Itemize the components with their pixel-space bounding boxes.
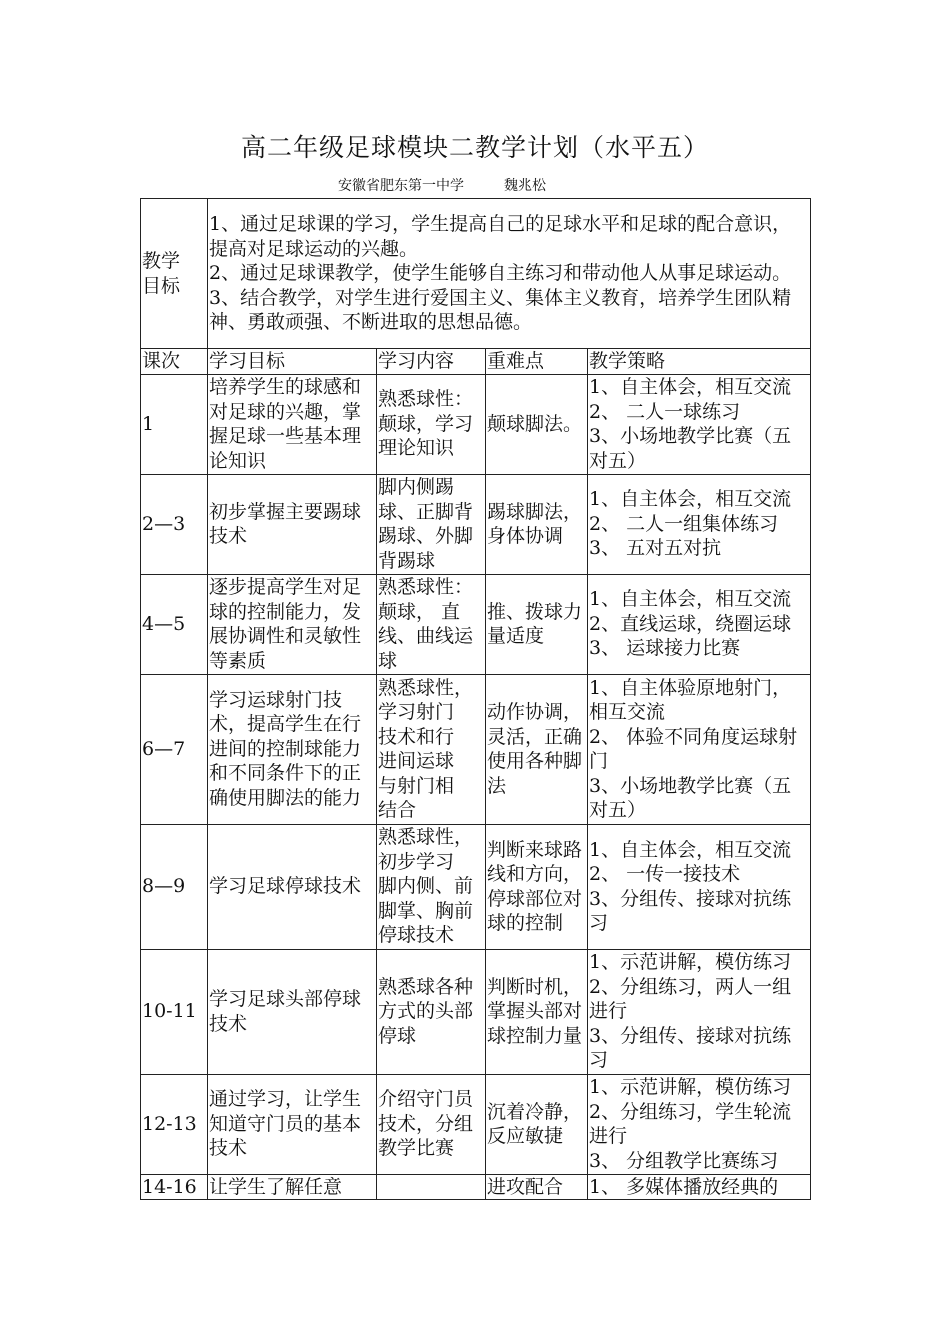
session-cell: 1	[141, 374, 208, 474]
table-row	[141, 1074, 811, 1174]
key-points-cell: 进攻配合	[486, 1174, 588, 1200]
table-row	[141, 674, 811, 824]
goal-cell: 学习足球停球技术	[208, 824, 377, 949]
goal-cell: 学习运球射门技术，提高学生在行进间的控制球能力和不同条件下的正确使用脚法的能力	[208, 674, 377, 824]
header-strategy: 教学策略	[588, 349, 811, 375]
key-points-cell: 判断时机，掌握头部对球控制力量	[486, 949, 588, 1074]
content-cell: 熟悉球性， 学习射门 技术和行 进间运球 与射门相 结合	[377, 674, 486, 824]
strategy-cell: 1、自主体会，相互交流 2、 二人一组集体练习 3、 五对五对抗	[588, 474, 811, 574]
table-row	[141, 949, 811, 1074]
session-cell: 10-11	[141, 949, 208, 1074]
table-row	[141, 1174, 811, 1200]
goal-cell: 让学生了解任意	[208, 1174, 377, 1200]
session-cell: 4—5	[141, 574, 208, 674]
strategy-cell: 1、自主体验原地射门，相互交流 2、 体验不同角度运球射门 3、小场地教学比赛（五对五）	[588, 674, 811, 824]
session-cell: 14-16	[141, 1174, 208, 1200]
key-points-cell: 沉着冷静，反应敏捷	[486, 1074, 588, 1174]
strategy-cell: 1、 多媒体播放经典的	[588, 1174, 811, 1200]
header-key-points: 重难点	[486, 349, 588, 375]
content-cell	[377, 1174, 486, 1200]
content-cell: 熟悉球各种方式的头部停球	[377, 949, 486, 1074]
strategy-cell: 1、自主体会，相互交流 2、直线运球，绕圈运球 3、 运球接力比赛	[588, 574, 811, 674]
strategy-cell: 1、示范讲解，模仿练习 2、分组练习，两人一组进行 3、分组传、接球对抗练习	[588, 949, 811, 1074]
table-row	[141, 374, 811, 474]
objectives-row	[141, 199, 811, 349]
objectives-label: 教学 目标	[141, 199, 208, 349]
table-row	[141, 474, 811, 574]
school-author-line: 安徽省肥东第一中学 魏兆松	[338, 178, 547, 194]
goal-cell: 通过学习，让学生知道守门员的基本技术	[208, 1074, 377, 1174]
table-row	[141, 574, 811, 674]
header-row	[141, 349, 811, 375]
teaching-plan-table	[140, 198, 811, 1200]
goal-cell: 初步掌握主要踢球技术	[208, 474, 377, 574]
page-title: 高二年级足球模块二教学计划（水平五）	[240, 133, 709, 162]
content-cell: 熟悉球性： 颠球，学习理论知识	[377, 374, 486, 474]
header-content: 学习内容	[377, 349, 486, 375]
objectives-text: 1、通过足球课的学习，学生提高自己的足球水平和足球的配合意识，提高对足球运动的兴趣。 2、通过足球课教学，使学生能够自主练习和带动他人从事足球运动。 3、结合教学，对学生进行爱国主义、集体主义教育，培养学生团队精神、勇敢顽强、不断进取的思想品德。	[208, 199, 811, 349]
goal-cell: 逐步提高学生对足球的控制能力，发展协调性和灵敏性等素质	[208, 574, 377, 674]
session-cell: 8—9	[141, 824, 208, 949]
goal-cell: 培养学生的球感和对足球的兴趣，掌握足球一些基本理论知识	[208, 374, 377, 474]
strategy-cell: 1、示范讲解，模仿练习 2、分组练习，学生轮流进行 3、 分组教学比赛练习	[588, 1074, 811, 1174]
goal-cell: 学习足球头部停球技术	[208, 949, 377, 1074]
content-cell: 熟悉球性，初步学习 脚内侧、前脚掌、胸前停球技术	[377, 824, 486, 949]
session-cell: 6—7	[141, 674, 208, 824]
table-row	[141, 824, 811, 949]
content-cell: 熟悉球性： 颠球， 直线、曲线运球	[377, 574, 486, 674]
key-points-cell: 推、拨球力量适度	[486, 574, 588, 674]
key-points-cell: 动作协调，灵活，正确使用各种脚法	[486, 674, 588, 824]
content-cell: 介绍守门员技术，分组教学比赛	[377, 1074, 486, 1174]
key-points-cell: 踢球脚法，身体协调	[486, 474, 588, 574]
header-session: 课次	[141, 349, 208, 375]
session-cell: 2—3	[141, 474, 208, 574]
strategy-cell: 1、自主体会，相互交流 2、 二人一球练习 3、小场地教学比赛（五对五）	[588, 374, 811, 474]
session-cell: 12-13	[141, 1074, 208, 1174]
key-points-cell: 判断来球路线和方向，停球部位对球的控制	[486, 824, 588, 949]
strategy-cell: 1、自主体会，相互交流 2、 一传一接技术 3、分组传、接球对抗练习	[588, 824, 811, 949]
header-goal: 学习目标	[208, 349, 377, 375]
key-points-cell: 颠球脚法。	[486, 374, 588, 474]
content-cell: 脚内侧踢球、正脚背踢球、外脚背踢球	[377, 474, 486, 574]
